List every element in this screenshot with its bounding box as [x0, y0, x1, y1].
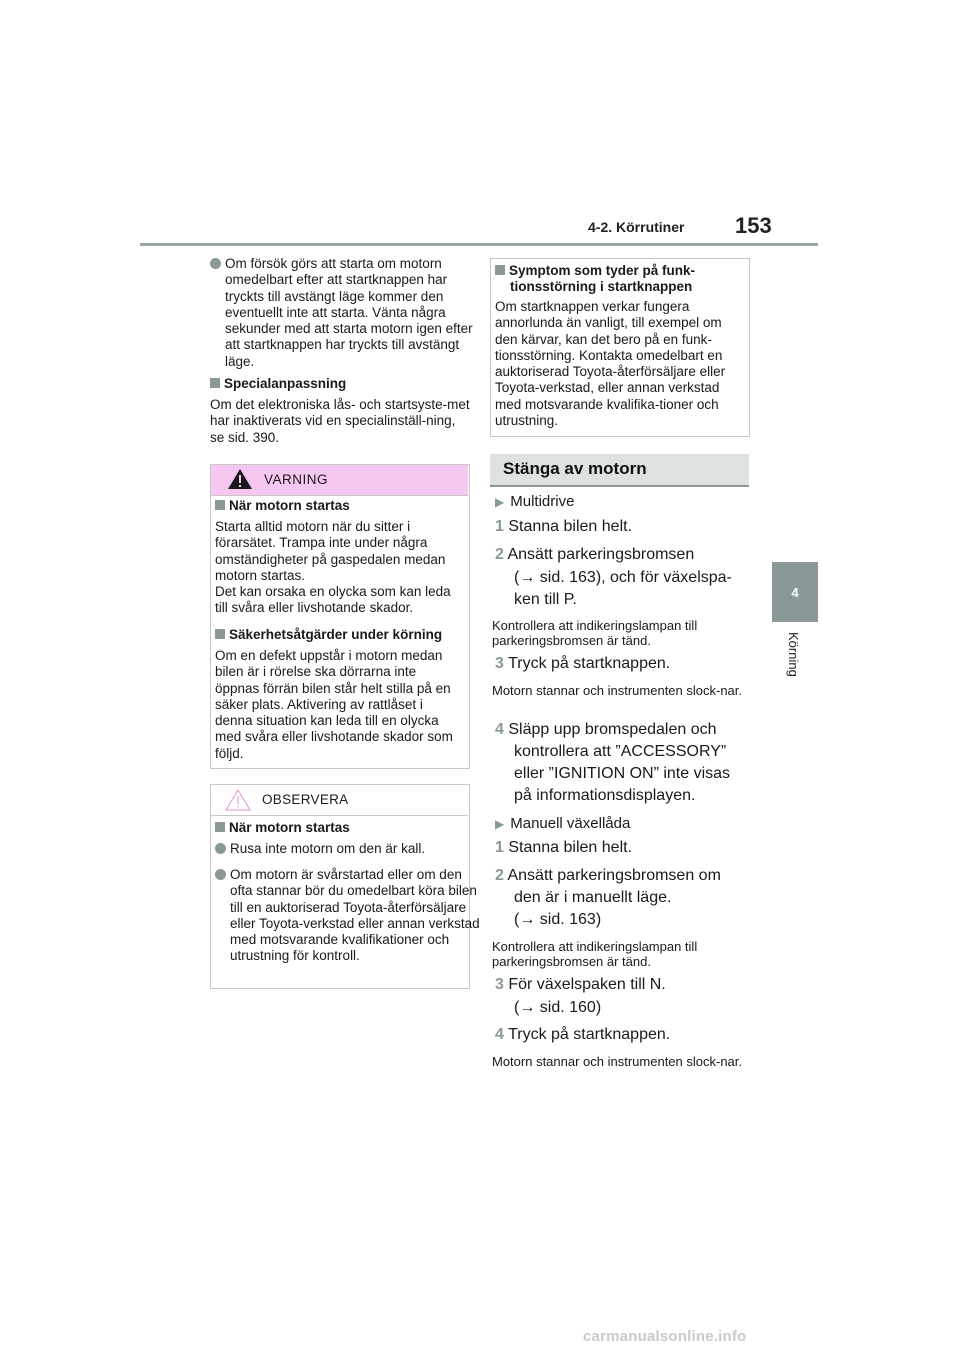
multidrive-step-4-line3: eller ”IGNITION ON” inte visas	[514, 765, 731, 782]
symptom-text: Om startknappen verkar fungera annorlunda än vanligt, till exempel om den kärvar, kan det bero på en funk-tionsstörning. Kontakta omedelbart en auktoriserad Toyota-återförsäljare eller Toyota-verkstad, eller annan verkstad med motsvarande kvalifika-tioner och utrustning.	[495, 299, 726, 429]
section-title: 4-2. Körrutiner	[588, 219, 685, 235]
caution-triangle-icon	[225, 788, 251, 812]
triangle-right-icon: ▶	[495, 817, 505, 831]
bullet-icon	[215, 869, 226, 880]
manual-step-3-line2: (→ sid. 160)	[514, 999, 602, 1016]
square-bullet-icon	[215, 629, 225, 639]
warning-text-start: Starta alltid motorn när du sitter i förarsätet. Trampa inte under några omständigheter på gaspedalen medan motorn startas. Det kan orsaka en olycka som kan leda till svåra eller livshotande skador.	[215, 519, 451, 616]
manual-note-1: Kontrollera att indikeringslampan till parkeringsbromsen är tänd.	[492, 939, 698, 969]
multidrive-note-2: Motorn stannar och instrumenten slock-nar.	[492, 683, 743, 698]
chapter-label: Körning	[786, 632, 801, 677]
warning-title: VARNING	[264, 472, 329, 487]
multidrive-note-1: Kontrollera att indikeringslampan till parkeringsbromsen är tänd.	[492, 618, 698, 648]
square-bullet-icon	[210, 378, 220, 388]
notice-divider	[211, 815, 468, 816]
multidrive-step-1: 1 Stanna bilen helt.	[495, 518, 633, 535]
multidrive-step-2-line3: ken till P.	[514, 591, 577, 608]
multidrive-step-4-line2: kontrollera att ”ACCESSORY”	[514, 743, 727, 760]
manual-step-3: 3 För växelspaken till N.	[495, 976, 666, 993]
page-number: 153	[735, 213, 772, 238]
warning-text-driving: Om en defekt uppstår i motorn medan bilen är i rörelse ska dörrarna inte öppnas förrän bilen står helt stilla på en säker plats. Aktivering av rattlåset i denna situation kan leda till en olycka med svåra eller livshotande skador som följd.	[215, 648, 453, 761]
triangle-right-icon: ▶	[495, 495, 505, 509]
restart-note: Om försök görs att starta om motorn omedelbart efter att startknappen har tryckts till avstängt läge kommer den eventuellt inte att starta. Vänta några sekunder med att starta motorn igen efter att startknappen har tryckts till avstängt läge.	[210, 256, 483, 370]
manual-step-2-line2: den är i manuellt läge.	[514, 889, 672, 906]
special-heading: Specialanpassning	[210, 376, 346, 391]
multidrive-step-2: 2 Ansätt parkeringsbromsen	[495, 546, 695, 563]
header-rule	[140, 243, 818, 246]
square-bullet-icon	[215, 822, 225, 832]
section-heading: Stänga av motorn	[503, 459, 647, 478]
manual-step-2: 2 Ansätt parkeringsbromsen om	[495, 867, 721, 884]
manual-step-4: 4 Tryck på startknappen.	[495, 1026, 671, 1043]
manual-step-2-line3: (→ sid. 163)	[514, 911, 602, 928]
multidrive-step-4: 4 Släpp upp bromspedalen och	[495, 721, 717, 738]
square-bullet-icon	[215, 500, 225, 510]
manual-label: ▶ Manuell växellåda	[495, 815, 631, 832]
warning-heading-start: När motorn startas	[215, 498, 350, 513]
bullet-icon	[215, 843, 226, 854]
bullet-icon	[210, 258, 221, 269]
notice-bullet-cold: Rusa inte motorn om den är kall.	[215, 841, 480, 857]
chapter-tab: 4	[772, 562, 818, 622]
square-bullet-icon	[495, 265, 505, 275]
manual-note-2: Motorn stannar och instrumenten slock-nar.	[492, 1054, 743, 1069]
multidrive-label: ▶ Multidrive	[495, 493, 575, 510]
notice-title: OBSERVERA	[262, 792, 349, 807]
multidrive-step-2-line2: (→ sid. 163), och för växelspa-	[514, 569, 732, 586]
notice-bullet-hardstart: Om motorn är svårstartad eller om den ofta stannar bör du omedelbart köra bilen till en auktoriserad Toyota-återförsäljare eller Toyota-verkstad eller annan verkstad med motsvarande kvalifikationer och utrustning för kontroll.	[215, 867, 480, 965]
special-text: Om det elektroniska lås- och startsyste-met har inaktiverats vid en specialinställ-ning, se sid. 390.	[210, 397, 470, 445]
warning-triangle-icon	[227, 467, 253, 491]
warning-heading-driving: Säkerhetsåtgärder under körning	[215, 627, 442, 642]
watermark: carmanualsonline.info	[583, 1328, 747, 1345]
notice-heading: När motorn startas	[215, 820, 350, 835]
multidrive-step-3: 3 Tryck på startknappen.	[495, 655, 671, 672]
symptom-heading: Symptom som tyder på funk-tionsstörning i startknappen	[495, 263, 750, 295]
multidrive-step-4-line4: på informationsdisplayen.	[514, 787, 696, 804]
manual-step-1: 1 Stanna bilen helt.	[495, 839, 633, 856]
